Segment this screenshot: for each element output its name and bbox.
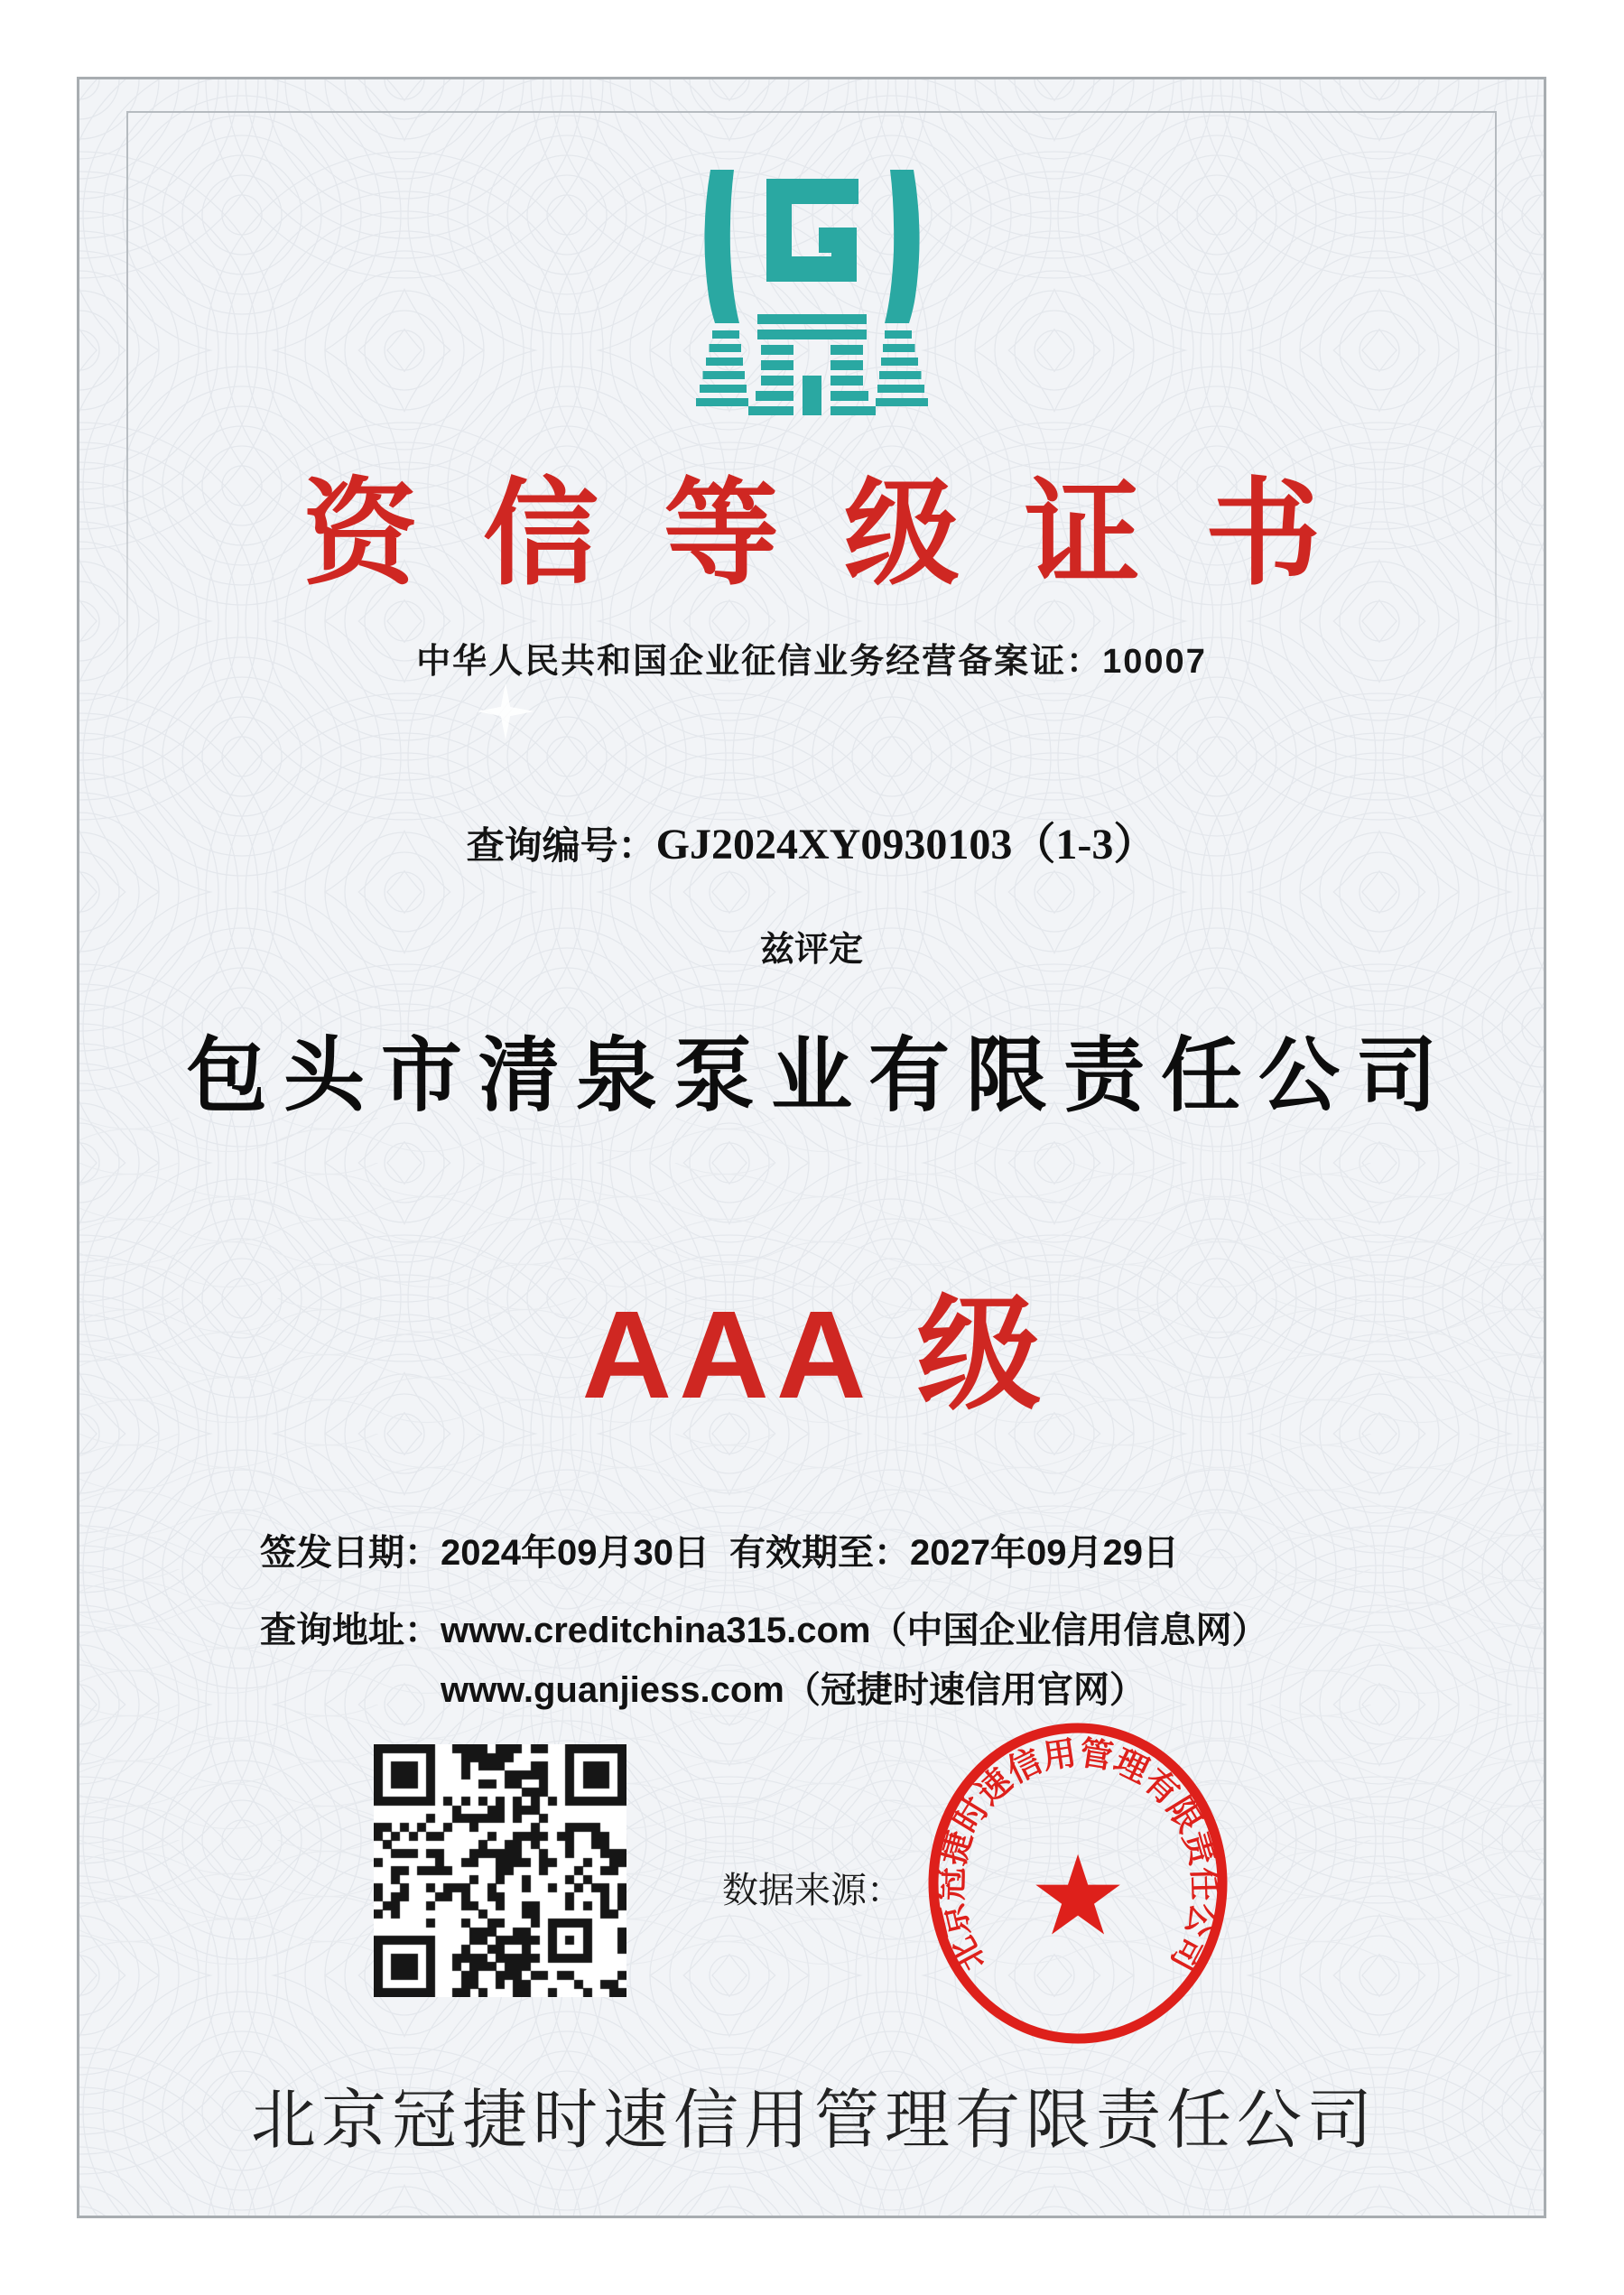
stamp-arc-text: 北京冠捷时速信用管理有限责任公司 xyxy=(933,1734,1223,1977)
query-number-value: GJ2024XY0930103（1-3） xyxy=(655,821,1157,869)
query-address-line1 xyxy=(260,1602,1267,1653)
rating-grade: AAA xyxy=(581,1286,874,1425)
issue-date-value: 2024年09月30日 xyxy=(441,1533,710,1573)
assessment-line: 兹评定 xyxy=(759,931,863,969)
rating-unit: 级 xyxy=(916,1286,1042,1425)
query-number-line xyxy=(79,809,1544,871)
qr-code xyxy=(374,1744,626,1997)
query-address-label: 查询地址： xyxy=(260,1611,441,1650)
rating-line xyxy=(79,1255,1544,1434)
stamp-star-icon: ★ xyxy=(1028,1832,1128,1960)
query-address-line2: www.guanjiess.com（冠捷时速信用官网） xyxy=(441,1670,1146,1710)
issuer-company-name: 北京冠捷时速信用管理有限责任公司 xyxy=(250,2085,1378,2157)
query-address-url1: www.creditchina315.com（中国企业信用信息网） xyxy=(441,1611,1268,1650)
valid-until-value: 2027年09月29日 xyxy=(910,1533,1179,1573)
inner-frame-top-line xyxy=(126,111,1497,113)
issue-date-group xyxy=(260,1524,710,1575)
certificate-document xyxy=(77,77,1546,2218)
valid-until-group xyxy=(729,1524,1179,1575)
company-name: 包头市清泉泵业有限责任公司 xyxy=(186,1032,1453,1121)
brand-logo-icon xyxy=(692,170,932,415)
data-source-label: 数据来源： xyxy=(722,1870,903,1910)
query-number-label: 查询编号： xyxy=(466,824,656,867)
valid-until-label: 有效期至： xyxy=(729,1533,910,1573)
registration-line: 中华人民共和国企业征信业务经营备案证：10007 xyxy=(416,643,1207,681)
certificate-title: 资信等级证书 xyxy=(302,469,1386,599)
issue-date-label: 签发日期： xyxy=(260,1533,441,1573)
company-seal-stamp xyxy=(919,1717,1237,2049)
